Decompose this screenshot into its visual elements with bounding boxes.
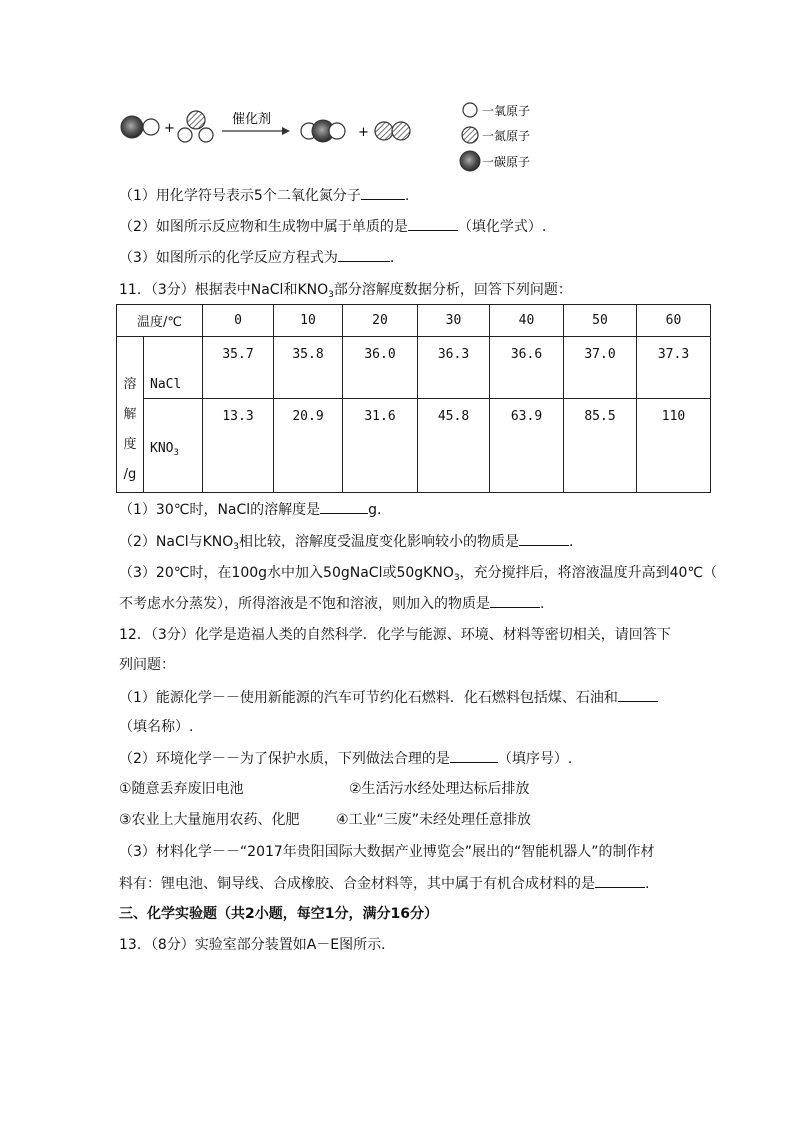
q11-sub2-b: 相比较，溶解度受温度变化影响较小的物质是 — [239, 534, 520, 550]
temp-col: 30 — [418, 305, 490, 337]
nacl-value: 36.6 — [490, 337, 564, 399]
reaction-diagram — [118, 95, 558, 177]
legend-carbon: 一碳原子 — [482, 155, 531, 169]
nacl-value: 37.0 — [564, 337, 637, 399]
nacl-value: 36.3 — [418, 337, 490, 399]
q12-option-4: ④工业“三废”未经处理任意排放 — [336, 812, 532, 828]
q12-sub3-line2-text: 料有：锂电池、铜导线、合成橡胶、合金材料等，其中属于有机合成材料的是 — [119, 876, 595, 892]
q11-stem-a: 11．（3分）根据表中NaCl和KNO — [119, 282, 329, 298]
side-char: 度 — [123, 436, 137, 452]
no2-molecule — [178, 111, 213, 142]
q10-sub3-end: . — [389, 250, 395, 266]
q11-sub3-sub: 3 — [453, 573, 460, 583]
answer-blank[interactable] — [490, 593, 540, 608]
answer-blank[interactable] — [361, 185, 405, 200]
section3-heading: 三、化学实验题（共2小题，每空1分，满分16分） — [119, 906, 438, 922]
q11-sub3-line2-text: 不考虑水分蒸发），所得溶液是不饱和溶液，则加入的物质是 — [119, 596, 490, 612]
co-molecule — [121, 116, 159, 138]
oxygen-atom-icon — [463, 103, 477, 117]
temp-col: 0 — [203, 305, 274, 337]
q11-sub1-text: （1）30℃时，NaCl的溶解度是 — [119, 502, 321, 518]
side-char: 解 — [123, 406, 137, 422]
nacl-value: 35.8 — [274, 337, 343, 399]
q12-sub3-line2 — [119, 873, 649, 893]
nacl-value: 37.3 — [637, 337, 711, 399]
carbon-atom-icon — [460, 151, 480, 171]
kno3-value: 45.8 — [418, 399, 490, 493]
answer-blank[interactable] — [519, 531, 569, 546]
q12-sub3-line1: （3）材料化学－－“2017年贵阳国际大数据产业博览会”展出的“智能机器人”的制作材 — [119, 844, 655, 860]
header-temperature-label: 温度/℃ — [117, 305, 203, 337]
q10-sub1-text: （1）用化学符号表示5个二氧化氮分子 — [119, 188, 361, 204]
q13-stem: 13．（8分）实验室部分装置如A－E图所示． — [119, 937, 396, 953]
legend — [460, 103, 530, 171]
legend-nitrogen: 一氮原子 — [482, 129, 531, 143]
q11-sub3-line1 — [119, 563, 717, 583]
solubility-side-label — [117, 337, 144, 493]
legend-oxygen: 一氧原子 — [482, 104, 531, 118]
answer-blank[interactable] — [450, 748, 498, 763]
q11-sub2-sub: 3 — [233, 542, 240, 552]
kno3-label-sub: 3 — [173, 448, 179, 458]
q10-sub2 — [119, 216, 546, 236]
q12-option-1: ①随意丢弃废旧电池 — [119, 781, 244, 797]
q10-sub3 — [119, 247, 394, 267]
q11-sub3-b: ，充分搅拌后，将溶液温度升高到40℃（ — [459, 565, 718, 581]
q10-sub1 — [119, 185, 409, 205]
q11-stem-sub: 3 — [328, 290, 334, 300]
n2-molecule — [375, 122, 410, 140]
arrow-head — [282, 127, 290, 135]
q11-sub2-end: . — [569, 534, 574, 550]
solubility-table — [116, 304, 711, 493]
q10-sub2-text: （2）如图所示反应物和生成物中属于单质的是 — [119, 219, 408, 235]
answer-blank[interactable] — [338, 247, 390, 262]
kno3-value: 20.9 — [274, 399, 343, 493]
temp-col: 50 — [564, 305, 637, 337]
q10-sub1-end: . — [404, 188, 410, 204]
kno3-label — [144, 399, 203, 493]
nitrogen-atom-icon — [462, 127, 478, 143]
kno3-label-text: KNO — [150, 441, 174, 456]
q11-sub2 — [119, 531, 573, 551]
q11-sub3-a: （3）20℃时，在100g水中加入50gNaCl或50gKNO — [119, 565, 454, 581]
side-char: /g — [123, 466, 137, 482]
q12-sub2 — [119, 748, 572, 768]
kno3-value: 63.9 — [490, 399, 564, 493]
q11-stem-b: 部分溶解度数据分析，回答下列问题： — [333, 282, 572, 298]
q11-sub3-end: . — [540, 596, 545, 612]
kno3-value: 110 — [637, 399, 711, 493]
q12-option-2: ②生活污水经处理达标后排放 — [349, 781, 530, 797]
q12-option-3: ③农业上大量施用农药、化肥 — [119, 812, 300, 828]
co2-molecule — [301, 120, 345, 142]
temp-col: 60 — [637, 305, 711, 337]
q12-sub1-text: （1）能源化学－－使用新能源的汽车可节约化石燃料．化石燃料包括煤、石油和 — [119, 690, 618, 706]
temp-col: 20 — [343, 305, 418, 337]
answer-blank[interactable] — [618, 687, 658, 702]
nacl-value: 35.7 — [203, 337, 274, 399]
q11-sub1-end: g. — [368, 502, 382, 518]
q10-sub3-text: （3）如图所示的化学反应方程式为 — [119, 250, 338, 266]
q11-sub3-line2 — [119, 593, 544, 613]
side-char: 溶 — [123, 376, 137, 392]
q11-stem — [119, 280, 572, 300]
q11-sub1 — [119, 499, 382, 519]
q11-sub2-a: （2）NaCl与KNO — [119, 534, 234, 550]
kno3-value: 85.5 — [564, 399, 637, 493]
q12-sub2-text: （2）环境化学－－为了保护水质，下列做法合理的是 — [119, 751, 450, 767]
nacl-label: NaCl — [144, 337, 203, 399]
q12-sub2-end: （填序号）. — [497, 751, 573, 767]
q12-sub1-line1 — [119, 687, 658, 707]
q12-stem-line2: 列问题： — [119, 657, 175, 673]
kno3-value: 31.6 — [343, 399, 418, 493]
q12-stem-line1: 12．（3分）化学是造福人类的自然科学．化学与能源、环境、材料等密切相关，请回答下 — [119, 627, 671, 643]
plus-sign-2: + — [358, 125, 369, 140]
temp-col: 10 — [274, 305, 343, 337]
kno3-value: 13.3 — [203, 399, 274, 493]
catalyst-label: 催化剂 — [232, 112, 272, 127]
q10-sub2-end: （填化学式）. — [457, 219, 547, 235]
answer-blank[interactable] — [595, 873, 645, 888]
plus-sign: + — [164, 121, 175, 136]
q12-sub1-line2: （填名称）. — [119, 719, 194, 735]
temp-col: 40 — [490, 305, 564, 337]
nacl-value: 36.0 — [343, 337, 418, 399]
answer-blank[interactable] — [320, 499, 368, 514]
answer-blank[interactable] — [408, 216, 458, 231]
q12-sub3-end: . — [645, 876, 650, 892]
